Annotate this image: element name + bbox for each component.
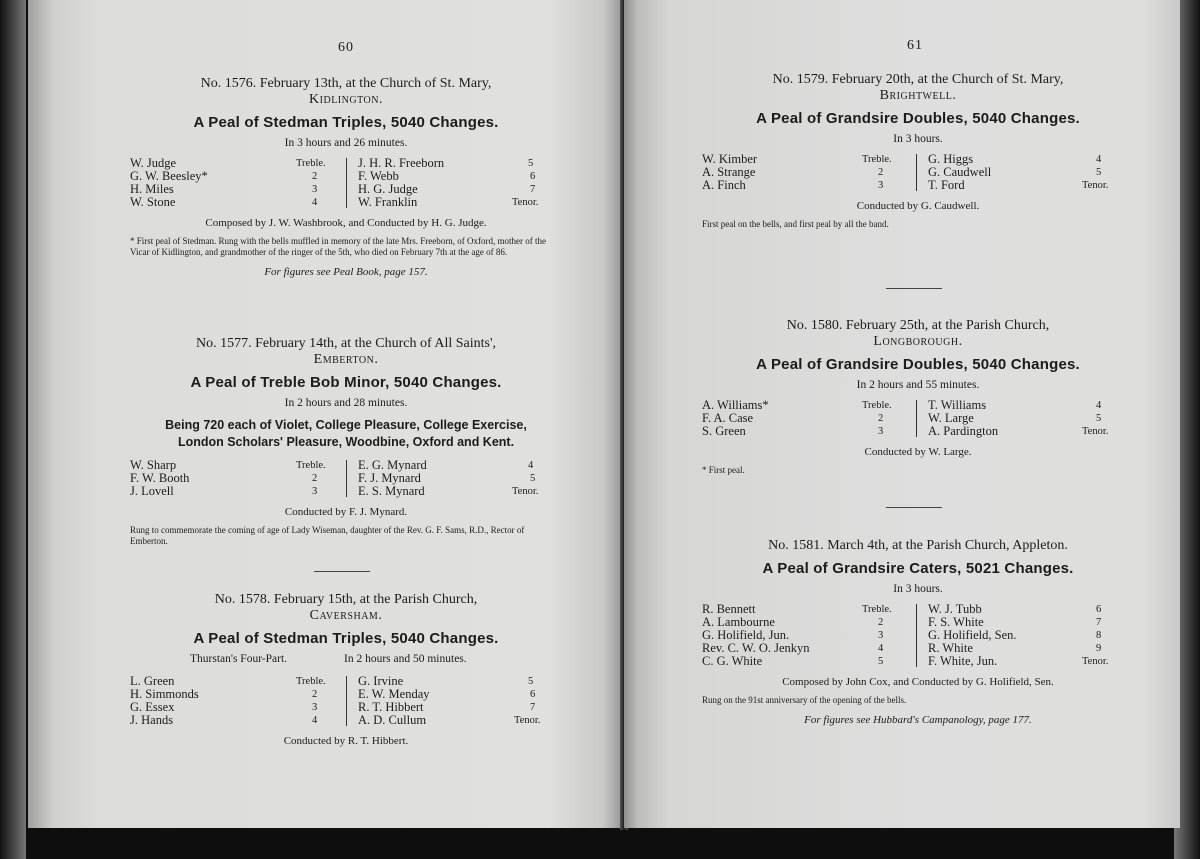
ringer-name: T. Williams [928,398,987,412]
bell-position: 6 [1096,604,1102,615]
peal-location: Caversham. [309,608,383,623]
peal-location: Longborough. [873,334,963,349]
peal-heading [702,538,1134,554]
ringer-name: L. Green [130,674,175,688]
bell-position: Treble. [862,400,892,411]
ringer-name: G. Essex [130,700,175,714]
ringers-table [702,153,1134,192]
ringer-name: G. W. Beesley* [130,169,208,183]
ringers-table [130,459,562,498]
peal-conductor: Conducted by F. J. Mynard. [284,506,408,518]
bell-position: Treble. [862,154,892,165]
bell-position: 3 [878,630,884,641]
ringer-row [130,485,562,498]
bell-position: 7 [530,184,536,195]
bell-position: 5 [878,656,884,667]
ringer-name: F. S. White [928,615,984,629]
ringer-name: S. Green [702,424,746,438]
bell-position: 4 [312,715,318,726]
peal-heading-line: No. 1578. February 15th, at the Parish Church, [214,592,478,607]
peal-location: Brightwell. [879,88,957,103]
bell-position: 7 [530,702,536,713]
ringer-name: T. Ford [928,178,965,192]
ringer-name: J. H. R. Freeborn [358,156,445,170]
peal-location: Emberton. [313,352,379,367]
peal-footnote: First peal on the bells, and first peal by all the band. [702,219,889,229]
bell-position: 5 [1096,167,1102,178]
ringer-name: F. W. Booth [130,471,190,485]
ringer-name: E. G. Mynard [358,458,427,472]
methods-line: London Scholars' Pleasure, Woodbine, Oxford and Kent. [177,435,515,449]
page-number: 61 [907,38,923,53]
peal-duration: In 2 hours and 55 minutes. [856,379,980,391]
peal-heading-line: No. 1581. March 4th, at the Parish Church, Appleton. [768,538,1068,553]
book-left-edge [0,0,26,859]
ringer-name: G. Caudwell [928,165,992,179]
ringer-row [702,399,1134,412]
peal-conductor: Conducted by R. T. Hibbert. [283,735,409,747]
peal-heading [702,318,1134,350]
ringer-row [130,701,562,714]
bell-position: 2 [312,473,318,484]
peal-heading-line: No. 1580. February 25th, at the Parish Church, [786,318,1050,333]
ringers-table [130,157,562,209]
bell-position: 6 [530,689,536,700]
ringer-row [130,196,562,209]
peal-conductor: Composed by J. W. Washbrook, and Conducted by H. G. Judge. [205,217,487,229]
ringer-row [130,183,562,196]
peal-title: A Peal of Stedman Triples, 5040 Changes. [193,630,499,647]
ringer-name: H. G. Judge [358,182,418,196]
peal-methods [130,417,562,451]
ringer-name: G. Holifield, Sen. [928,628,1017,642]
bell-position: 4 [1096,154,1102,165]
ringer-row [702,642,1134,655]
bell-position: Treble. [296,158,326,169]
ringer-name: G. Holifield, Jun. [702,628,790,642]
peal-duration: In 3 hours and 26 minutes. [284,137,408,149]
peal-duration: In 2 hours and 28 minutes. [284,397,408,409]
bell-position: Tenor. [512,197,539,208]
ringer-name: W. Kimber [702,152,758,166]
ringer-name: E. W. Menday [358,687,430,701]
ringer-row [702,153,1134,166]
bell-position: Tenor. [512,486,539,497]
bell-position: Tenor. [1082,656,1109,667]
peal-entry-1581 [702,538,1134,726]
peal-footnote: Rung to commemorate the coming of age of Lady Wiseman, daughter of the Rev. G. F. Sams, R.D., Rector of Emberton. [130,525,525,546]
bell-position: Treble. [296,460,326,471]
peal-duration: In 2 hours and 50 minutes. [344,653,467,665]
ringer-name: G. Higgs [928,152,974,166]
ringer-name: G. Irvine [358,674,404,688]
bell-position: Tenor. [1082,180,1109,191]
ringer-name: W. Large [928,411,974,425]
peal-heading-line: No. 1576. February 13th, at the Church of St. Mary, [200,76,492,91]
ringer-name: A. Strange [702,165,756,179]
peal-reference: For figures see Hubbard's Campanology, page 177. [804,714,1032,726]
peal-reference: For figures see Peal Book, page 157. [264,266,428,278]
bell-position: 9 [1096,643,1102,654]
bell-position: 4 [878,643,884,654]
peal-entry-1578 [130,592,562,747]
ringers-table [130,675,562,727]
page-number: 60 [338,40,354,55]
ringer-name: W. Sharp [130,458,177,472]
left-page [28,0,621,828]
bell-position: 2 [878,413,884,424]
ringer-name: Rev. C. W. O. Jenkyn [702,641,810,655]
right-page [624,0,1180,828]
peal-heading [130,592,562,624]
ringer-name: F. A. Case [702,411,754,425]
ringer-name: F. White, Jun. [928,654,998,668]
bell-position: 2 [312,171,318,182]
bell-position: 2 [312,689,318,700]
peal-footnote: Rung on the 91st anniversary of the opening of the bells. [702,695,907,705]
bell-position: 4 [528,460,534,471]
bell-position: 3 [312,184,318,195]
bell-position: Tenor. [1082,426,1109,437]
bell-position: 6 [530,171,536,182]
bell-position: 8 [1096,630,1102,641]
peal-entry-1580 [702,318,1134,476]
peal-location: Kidlington. [309,92,383,107]
peal-conductor: Conducted by W. Large. [864,446,972,458]
bell-position: 3 [312,702,318,713]
ringer-name: F. Webb [358,169,399,183]
peal-title: A Peal of Treble Bob Minor, 5040 Changes. [190,374,502,391]
ringer-row [130,170,562,183]
bell-position: 7 [1096,617,1102,628]
ringer-name: W. J. Tubb [928,602,982,616]
methods-line: Being 720 each of Violet, College Pleasure, College Exercise, [165,418,527,432]
ringer-row [702,655,1134,668]
ringer-row [702,412,1134,425]
peal-duration: In 3 hours. [893,583,943,595]
peal-subline [130,653,562,667]
ringer-row [130,714,562,727]
ringer-name: W. Judge [130,156,177,170]
peal-title: A Peal of Grandsire Doubles, 5040 Changes. [756,110,1080,127]
bell-position: 5 [528,158,534,169]
ringer-name: R. Bennett [702,602,756,616]
section-divider [314,571,370,572]
ringer-name: E. S. Mynard [358,484,425,498]
ringer-row [702,179,1134,192]
peal-composition: Thurstan's Four-Part. [190,653,288,665]
ringers-table [702,399,1134,438]
bell-position: Treble. [296,676,326,687]
ringer-name: R. White [928,641,973,655]
bell-position: 4 [312,197,318,208]
peal-title: A Peal of Grandsire Doubles, 5040 Changes. [756,356,1080,373]
peal-heading [130,336,562,368]
ringer-name: J. Hands [130,713,174,727]
ringer-name: A. Finch [702,178,746,192]
section-divider [886,288,942,289]
peal-heading-line: No. 1577. February 14th, at the Church of All Saints', [196,336,496,351]
ringer-name: A. Lambourne [702,615,775,629]
bell-position: 3 [312,486,318,497]
peal-entry-1577 [130,336,562,547]
bell-position: Treble. [862,604,892,615]
peal-heading-line: No. 1579. February 20th, at the Church of St. Mary, [772,72,1064,87]
ringer-name: F. J. Mynard [358,471,421,485]
bell-position: 5 [530,473,536,484]
ringer-name: W. Stone [130,195,176,209]
bell-position: 3 [878,426,884,437]
ringer-name: W. Franklin [358,195,418,209]
peal-duration: In 3 hours. [893,133,943,145]
ringer-name: A. D. Cullum [358,713,427,727]
bell-position: 5 [528,676,534,687]
ringer-row [130,459,562,472]
ringer-name: A. Pardington [928,424,999,438]
ringer-name: C. G. White [702,654,763,668]
peal-entry-1576 [130,76,562,278]
ringer-name: H. Simmonds [130,687,199,701]
peal-heading [130,76,562,108]
ringers-table [702,603,1134,668]
peal-entry-1579 [702,72,1134,230]
section-divider [886,507,942,508]
bell-position: 3 [878,180,884,191]
peal-footnote: * First peal. [702,465,745,475]
ringer-row [702,425,1134,438]
bell-position: 2 [878,617,884,628]
peal-conductor: Conducted by G. Caudwell. [856,200,980,212]
ringer-name: J. Lovell [130,484,174,498]
ringer-name: R. T. Hibbert [358,700,424,714]
ringer-name: A. Williams* [702,398,769,412]
bell-position: Tenor. [514,715,541,726]
bell-position: 4 [1096,400,1102,411]
ringer-row [130,472,562,485]
peal-heading [702,72,1134,104]
peal-title: A Peal of Grandsire Caters, 5021 Changes. [762,560,1074,577]
peal-title: A Peal of Stedman Triples, 5040 Changes. [193,114,499,131]
peal-conductor: Composed by John Cox, and Conducted by G. Holifield, Sen. [782,676,1054,688]
bell-position: 5 [1096,413,1102,424]
peal-footnote: * First peal of Stedman. Rung with the bells muffled in memory of the late Mrs. Freeborn, of Oxford, mother of the Vicar of Kidlington, and grandmother of the ringer of the 5th, who died on February 7th at the age of 86. [130,236,547,257]
ringer-row [702,166,1134,179]
ringer-name: H. Miles [130,182,174,196]
ringer-row [130,688,562,701]
bell-position: 2 [878,167,884,178]
